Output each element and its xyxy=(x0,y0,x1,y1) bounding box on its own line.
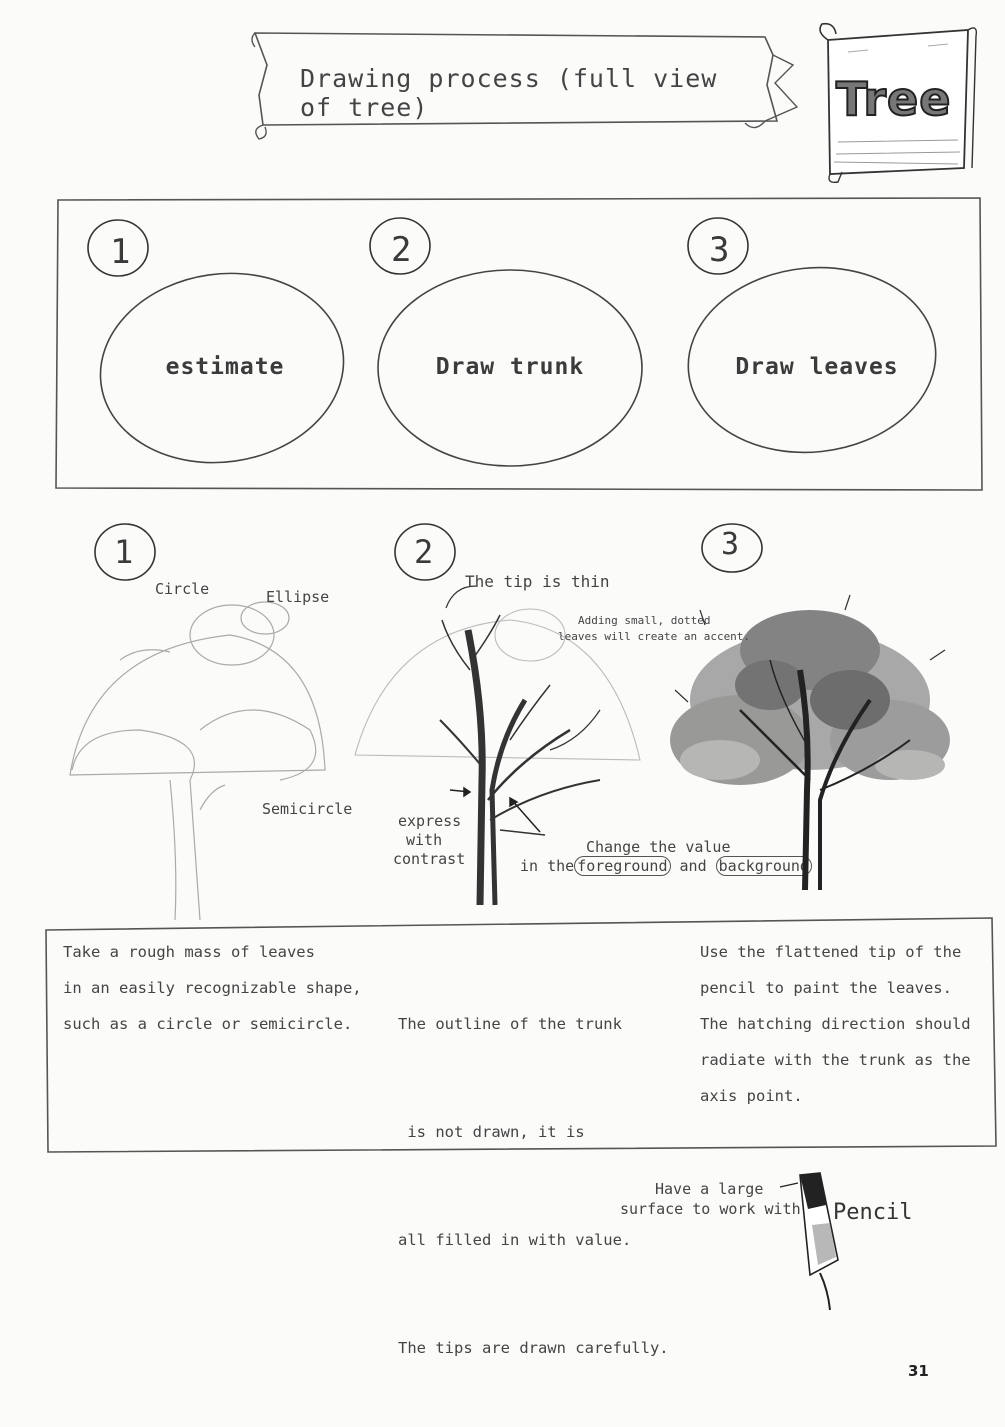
label-semicircle: Semicircle xyxy=(262,800,353,818)
overview-step-3-number: 3 xyxy=(709,230,730,270)
value-note-1: Change the value xyxy=(586,838,731,856)
pencil-note-1: Have a large xyxy=(655,1180,764,1198)
pencil-note-2: surface to work with xyxy=(620,1200,801,1218)
overview-step-2-label: Draw trunk xyxy=(435,354,585,380)
description-column-2 xyxy=(398,934,698,1402)
description-3-line-5: axis point. xyxy=(700,1087,803,1105)
estimate-sketch xyxy=(50,580,353,930)
pencil-icon xyxy=(760,1165,860,1315)
description-1-line-2: in an easily recognizable shape, xyxy=(63,979,362,997)
overview-step-1-label: estimate xyxy=(165,354,285,380)
description-1-line-1: Take a rough mass of leaves xyxy=(63,943,315,961)
accent-note-1: Adding small, dotted xyxy=(578,614,711,627)
page-number: 31 xyxy=(908,1362,929,1380)
contrast-note-3: contrast xyxy=(393,850,466,868)
description-2-line-3: all filled in with value. xyxy=(398,1231,632,1249)
illustration-2-number: 2 xyxy=(414,533,434,571)
description-2-line-2: is not drawn, it is xyxy=(398,1123,585,1141)
value-note-in-the: in the xyxy=(520,857,575,875)
description-2-line-1: The outline of the trunk xyxy=(398,1015,622,1033)
description-column-1 xyxy=(63,934,383,1042)
description-3-line-2: pencil to paint the leaves. xyxy=(700,979,952,997)
overview-step-3-label: Draw leaves xyxy=(735,354,899,380)
tree-tag-label: Tree xyxy=(836,72,952,126)
illustration-3-number: 3 xyxy=(721,527,740,562)
accent-note-2: leaves will create an accent. xyxy=(558,630,751,643)
overview-step-2-number: 2 xyxy=(391,230,412,270)
value-note-and: and xyxy=(679,857,707,875)
description-3-line-3: The hatching direction should xyxy=(700,1015,971,1033)
description-3-line-4: radiate with the trunk as the xyxy=(700,1051,971,1069)
description-2-line-4: The tips are drawn carefully. xyxy=(398,1339,669,1357)
tip-note: The tip is thin xyxy=(465,572,610,591)
label-ellipse: Ellipse xyxy=(266,588,330,606)
contrast-note-1: express xyxy=(398,812,462,830)
contrast-note-2: with xyxy=(406,831,443,849)
value-note-foreground: foreground xyxy=(574,856,670,876)
description-1-line-3: such as a circle or semicircle. xyxy=(63,1015,353,1033)
overview-box xyxy=(50,190,990,500)
description-3-line-1: Use the flattened tip of the xyxy=(700,943,962,961)
label-circle: Circle xyxy=(155,580,210,598)
value-note-background: background xyxy=(716,856,812,876)
pencil-label: Pencil xyxy=(833,1200,913,1225)
overview-step-1-number: 1 xyxy=(110,232,131,272)
description-column-3 xyxy=(700,934,990,1114)
illustration-1-number: 1 xyxy=(114,533,134,571)
banner-title: Drawing process (full view of tree) xyxy=(300,64,718,122)
